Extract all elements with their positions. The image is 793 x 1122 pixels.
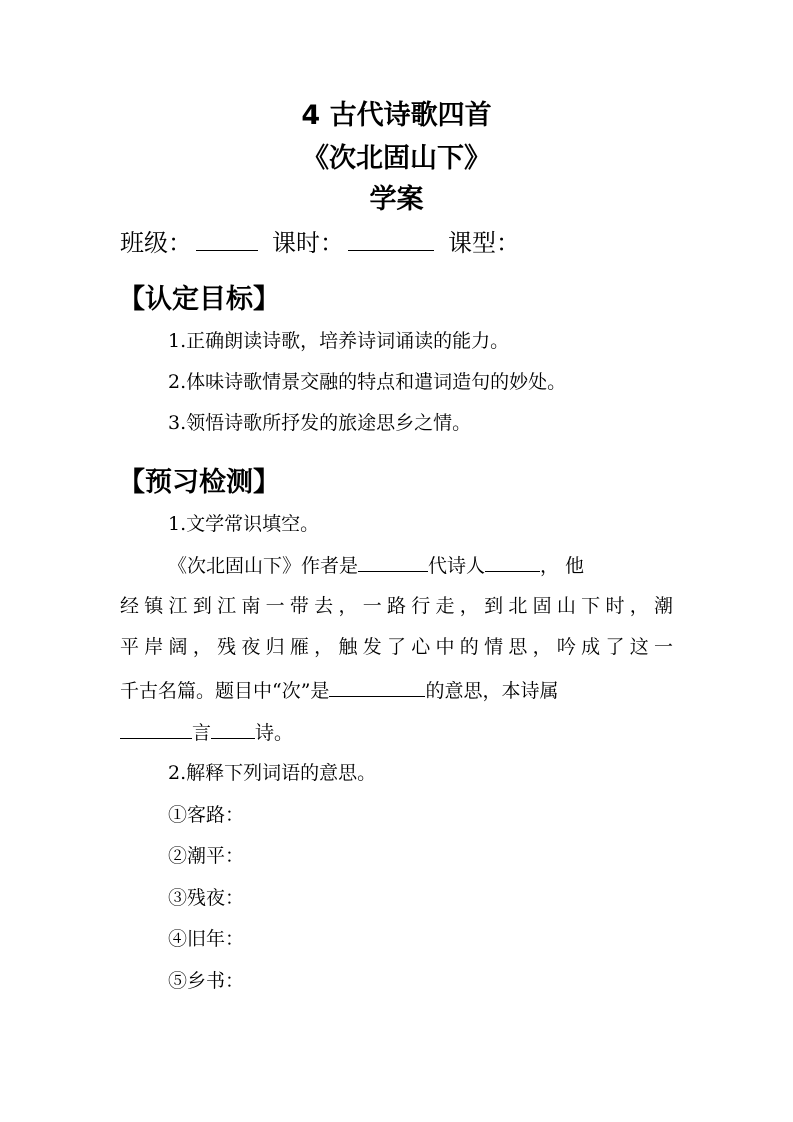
question-1-title: 1.文学常识填空。 [168, 513, 320, 535]
goal-item: 1.正确朗读诗歌，培养诗词诵读的能力。 [168, 330, 510, 352]
term-item: ②潮平： [168, 845, 245, 867]
question-1-line: 平岸阔，残夜归雁，触发了心中的情思，吟成了这一 [120, 636, 673, 658]
era-blank[interactable] [358, 551, 428, 572]
poem-form-blank[interactable] [211, 718, 255, 739]
question-2-title: 2.解释下列词语的意思。 [168, 762, 377, 784]
goal-item: 3.领悟诗歌所抒发的旅途思乡之情。 [168, 412, 472, 434]
period-blank[interactable] [348, 228, 434, 251]
worksheet-type-title: 学案 [369, 184, 424, 215]
term-item: ③残夜： [168, 887, 245, 909]
goal-item: 2.体味诗歌情景交融的特点和遣词造句的妙处。 [168, 371, 567, 393]
info-row [120, 226, 520, 260]
term-item: ①客路： [168, 804, 245, 826]
word-count-blank[interactable] [120, 718, 192, 739]
class-blank[interactable] [196, 228, 258, 251]
question-1-line: 经镇江到江南一带去，一路行走，到北固山下时，潮 [120, 595, 673, 617]
class-label: 班级： [120, 229, 192, 257]
question-1-line [120, 718, 673, 746]
text-fragment: 言 [192, 722, 212, 744]
poem-title: 《次北固山下》 [302, 143, 491, 174]
term-item: ⑤乡书： [168, 970, 245, 992]
poet-blank[interactable] [485, 551, 540, 572]
text-fragment: ，他 [540, 555, 591, 577]
text-fragment: 《次北固山下》作者是 [168, 555, 359, 577]
text-fragment: 千古名篇。题目中“次”是 [120, 680, 330, 702]
text-fragment: 诗。 [255, 722, 294, 744]
question-1-line [168, 551, 673, 579]
text-fragment: 的意思，本诗属 [425, 680, 559, 702]
period-label: 课时： [272, 229, 344, 257]
meaning-blank[interactable] [329, 676, 425, 697]
text-fragment: 代诗人 [428, 555, 486, 577]
lesson-title: 4 古代诗歌四首 [301, 100, 492, 131]
preview-heading: 【预习检测】 [118, 467, 280, 498]
question-1-line [120, 676, 673, 704]
term-item: ④旧年： [168, 928, 245, 950]
goals-heading: 【认定目标】 [118, 284, 280, 315]
type-label: 课型： [448, 229, 520, 257]
